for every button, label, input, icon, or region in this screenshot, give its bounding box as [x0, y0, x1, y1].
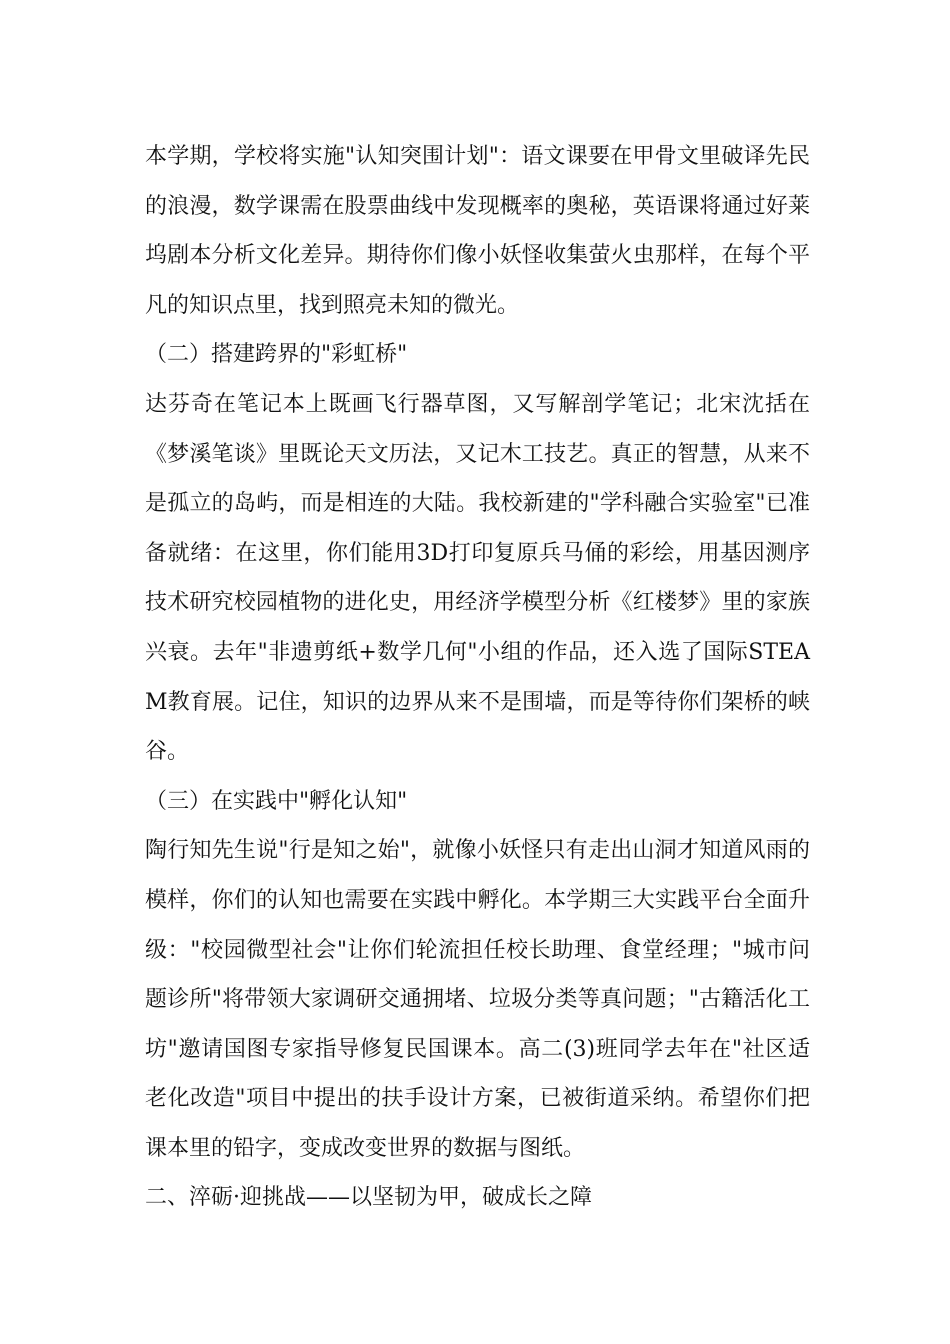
section-heading-rainbow-bridge: （二）搭建跨界的"彩虹桥" — [145, 342, 408, 368]
paragraph-interdisciplinary-lab: 达芬奇在笔记本上既画飞行器草图，又写解剖学笔记；北宋沈括在《梦溪笔谈》里既论天文历法，又记木工技艺。真正的智慧，从来不是孤立的岛屿，而是相连的大陆。我校新建的"学科融合实验室"已准备就绪：在这里，你们能用3D打印复原兵马俑的彩绘，用基因测序技术研究校园植物的进化史，用经济学模型分析《红楼梦》里的家族兴衰。去年"非遗剪纸+数学几何"小组的作品，还入选了国际STEAM教育展。记住，知识的边界从来不是围墙，而是等待你们架桥的峡谷。 — [145, 391, 810, 765]
paragraph-cognitive-breakthrough-plan: 本学期，学校将实施"认知突围计划"：语文课要在甲骨文里破译先民的浪漫，数学课需在股票曲线中发现概率的奥秘，英语课将通过好莱坞剧本分析文化差异。期待你们像小妖怪收集萤火虫那样，在每个平凡的知识点里，找到照亮未知的微光。 — [145, 144, 810, 318]
section-heading-challenge: 二、淬砺·迎挑战——以坚韧为甲，破成长之障 — [145, 1185, 592, 1211]
paragraph-practice-platforms: 陶行知先生说"行是知之始"，就像小妖怪只有走出山洞才知道风雨的模样，你们的认知也需要在实践中孵化。本学期三大实践平台全面升级："校园微型社会"让你们轮流担任校长助理、食堂经理；"城市问题诊所"将带领大家调研交通拥堵、垃圾分类等真问题；"古籍活化工坊"邀请国图专家指导修复民国课本。高二(3)班同学去年在"社区适老化改造"项目中提出的扶手设计方案，已被街道采纳。希望你们把课本里的铅字，变成改变世界的数据与图纸。 — [145, 838, 810, 1161]
section-heading-practice-incubation: （三）在实践中"孵化认知" — [145, 788, 408, 814]
document-body — [145, 132, 810, 1223]
